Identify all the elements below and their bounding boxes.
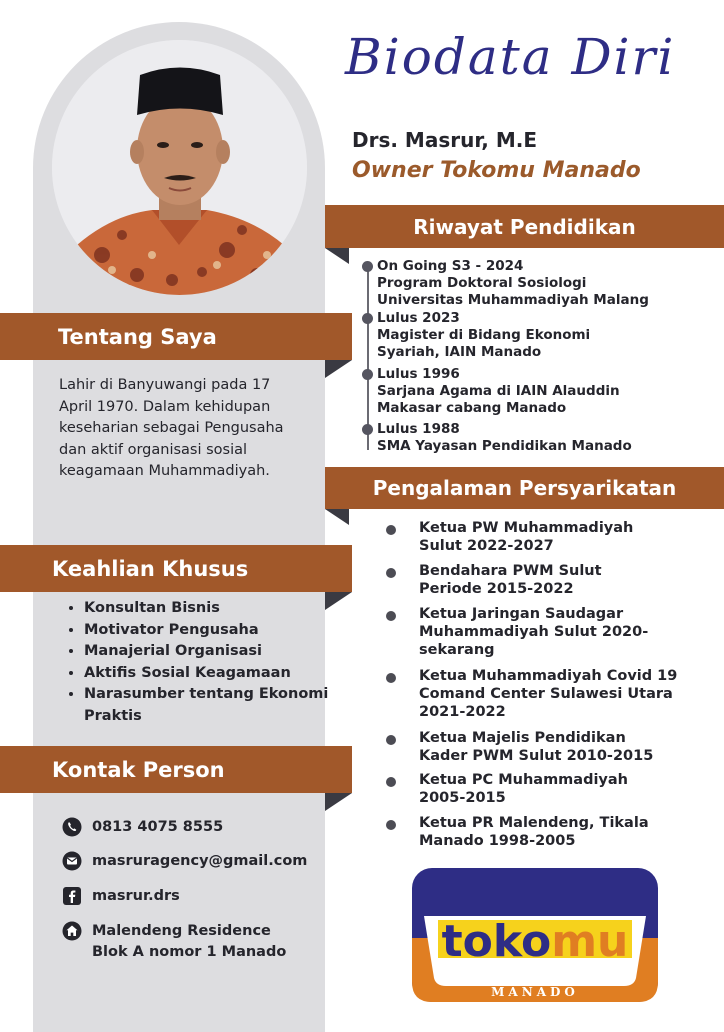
education-year: Lulus 2023	[377, 310, 460, 326]
banner-fold	[325, 509, 349, 525]
facebook-icon	[62, 886, 82, 906]
contact-email[interactable]	[62, 851, 307, 872]
banner-fold	[325, 360, 352, 378]
bullet-dot	[386, 568, 396, 578]
education-year: Lulus 1996	[377, 366, 460, 382]
education-detail: Syariah, IAIN Manado	[377, 344, 542, 360]
email-address: masruragency@gmail.com	[92, 853, 308, 869]
education-year: On Going S3 - 2024	[377, 258, 524, 274]
experience-text: Ketua Muhammadiyah Covid 19 Comand Center Sulawesi Utara 2021-2022	[419, 668, 678, 720]
banner-fold	[325, 248, 349, 264]
experience-item	[386, 562, 706, 598]
education-item	[362, 366, 702, 417]
education-heading: Riwayat Pendidikan	[325, 205, 724, 248]
bullet-dot	[386, 820, 396, 830]
timeline-dot	[362, 261, 373, 272]
experience-item	[386, 519, 706, 555]
logo-city: MANADO	[491, 985, 579, 999]
skill-item: • Motivator Pengusaha	[84, 620, 344, 642]
logo-brand-accent: mu	[551, 916, 629, 967]
timeline-dot	[362, 313, 373, 324]
experience-text: Ketua PC Muhammadiyah 2005-2015	[419, 772, 628, 806]
experience-text: Ketua Majelis Pendidikan Kader PWM Sulut 2010-2015	[419, 730, 654, 764]
bullet-dot	[386, 735, 396, 745]
address-line: Blok A nomor 1 Manado	[92, 944, 287, 960]
svg-text:tokomu	[442, 916, 629, 967]
experience-item	[386, 729, 706, 765]
logo-brand-main: toko	[441, 916, 552, 967]
bullet-dot	[386, 611, 396, 621]
education-detail: SMA Yayasan Pendidikan Manado	[377, 438, 632, 454]
experience-heading: Pengalaman Persyarikatan	[325, 467, 724, 509]
skill-item: • Konsultan Bisnis	[84, 598, 344, 620]
email-icon	[62, 851, 82, 871]
experience-text: Ketua PW Muhammadiyah Sulut 2022-2027	[419, 520, 634, 554]
skills-heading: Keahlian Khusus	[0, 545, 352, 592]
experience-item	[386, 667, 706, 721]
experience-text: Bendahara PWM Sulut Periode 2015-2022	[419, 563, 602, 597]
experience-item	[386, 814, 706, 850]
profile-photo	[52, 40, 307, 295]
education-detail: Sarjana Agama di IAIN Alauddin	[377, 383, 620, 399]
social-handle: masrur.drs	[92, 888, 180, 904]
about-text: Lahir di Banyuwangi pada 17 April 1970. Dalam kehidupan keseharian sebagai Pengusaha dan aktif organisasi sosial keagamaan Muhammadiyah.	[59, 377, 284, 479]
education-item	[362, 258, 702, 309]
contact-social[interactable]	[62, 886, 180, 907]
bullet-dot	[386, 777, 396, 787]
bullet-dot	[386, 525, 396, 535]
education-item	[362, 310, 702, 361]
banner-fold	[325, 793, 352, 811]
page-title: Biodata Diri	[345, 28, 676, 86]
experience-item	[386, 605, 706, 659]
education-item	[362, 421, 702, 455]
experience-text: Ketua Jaringan Saudagar Muhammadiyah Sulut 2020- sekarang	[419, 606, 649, 658]
education-detail: Universitas Muhammadiyah Malang	[377, 292, 649, 308]
contact-heading: Kontak Person	[0, 746, 352, 793]
education-detail: Magister di Bidang Ekonomi	[377, 327, 591, 343]
about-heading: Tentang Saya	[0, 313, 352, 360]
bullet-dot	[386, 673, 396, 683]
address-line: Malendeng Residence	[92, 923, 271, 939]
experience-text: Ketua PR Malendeng, Tikala Manado 1998-2005	[419, 815, 649, 849]
phone-number: 0813 4075 8555	[92, 819, 224, 835]
skill-item: • Narasumber tentang Ekonomi Praktis	[84, 684, 344, 727]
contact-address	[62, 921, 286, 963]
skill-item: • Manajerial Organisasi	[84, 641, 344, 663]
experience-item	[386, 771, 706, 807]
skills-list	[66, 598, 344, 727]
tokomu-logo	[412, 868, 658, 1002]
home-icon	[62, 921, 82, 941]
person-name: Drs. Masrur, M.E	[352, 128, 537, 152]
education-detail: Makasar cabang Manado	[377, 400, 567, 416]
contact-phone[interactable]	[62, 817, 223, 838]
timeline-dot	[362, 424, 373, 435]
person-role: Owner Tokomu Manado	[352, 158, 641, 183]
education-detail: Program Doktoral Sosiologi	[377, 275, 587, 291]
timeline-dot	[362, 369, 373, 380]
phone-icon	[62, 817, 82, 837]
education-year: Lulus 1988	[377, 421, 460, 437]
skill-item: • Aktifis Sosial Keagamaan	[84, 663, 344, 685]
